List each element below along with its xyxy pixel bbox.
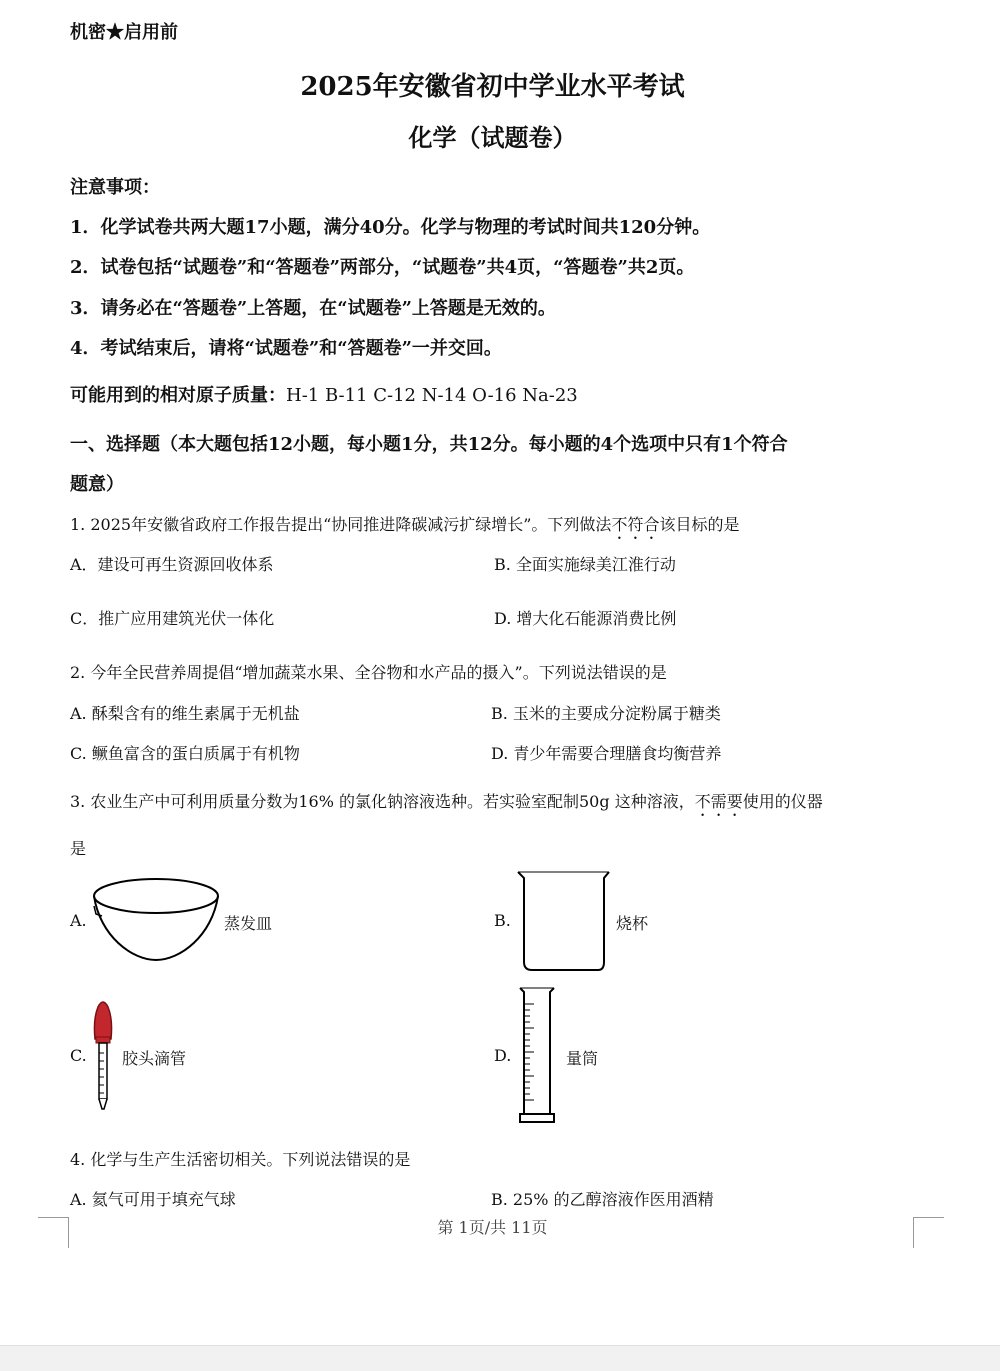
emphasis-text: 不符合 (611, 515, 660, 534)
question-3-option-a-label: 蒸发皿 (224, 914, 273, 933)
viewer-bottom-bar (0, 1345, 1000, 1371)
graduated-cylinder-icon (518, 986, 558, 1126)
note-item: 3．请务必在“答题卷”上答题，在“试题卷”上答题是无效的。 (70, 298, 556, 319)
note-item: 1．化学试卷共两大题17小题，满分40分。化学与物理的考试时间共120分钟。 (70, 217, 711, 238)
question-1-stem: 1. 2025年安徽省政府工作报告提出“协同推进降碳减污扩绿增长”。下列做法不符合该目标的是 (70, 515, 740, 534)
question-3-option-b-letter: B. (494, 911, 511, 930)
note-item: 4．考试结束后，请将“试题卷”和“答题卷”一并交回。 (70, 338, 502, 359)
question-3-option-c-letter: C. (70, 1046, 87, 1065)
question-3-option-b-label: 烧杯 (616, 914, 649, 933)
question-1-option-a: A．建设可再生资源回收体系 (70, 555, 274, 574)
note-item: 2．试卷包括“试题卷”和“答题卷”两部分，“试题卷”共4页，“答题卷”共2页。 (70, 257, 695, 278)
atomic-masses-label: 可能用到的相对原子质量： (70, 385, 286, 406)
emphasis-text: 不需要 (694, 792, 743, 811)
page-footer: 第 1页/共 11页 (437, 1218, 548, 1237)
beaker-icon (516, 870, 611, 972)
question-2-option-c: C. 鳜鱼富含的蛋白质属于有机物 (70, 744, 300, 763)
question-4-option-b: B. 25% 的乙醇溶液作医用酒精 (491, 1190, 714, 1209)
exam-title: 2025年安徽省初中学业水平考试 (300, 72, 685, 102)
confidential-label: 机密★启用前 (70, 22, 178, 43)
question-3-option-d-label: 量筒 (566, 1049, 599, 1068)
section-heading-cont: 题意） (70, 474, 124, 495)
question-2-stem: 2. 今年全民营养周提倡“增加蔬菜水果、全谷物和水产品的摄入”。下列说法错误的是 (70, 663, 667, 682)
question-1-option-c: C．推广应用建筑光伏一体化 (70, 609, 275, 628)
dropper-icon (90, 999, 116, 1111)
question-4-option-a: A. 氦气可用于填充气球 (70, 1190, 236, 1209)
question-3-stem: 3. 农业生产中可利用质量分数为16% 的氯化钠溶液选种。若实验室配制50g 这种溶液，不需要使用的仪器 (70, 792, 823, 811)
atomic-masses-values: H-1 B-11 C-12 N-14 O-16 Na-23 (286, 385, 578, 406)
question-3-stem-cont: 是 (70, 839, 87, 858)
question-2-option-d: D. 青少年需要合理膳食均衡营养 (491, 744, 722, 763)
question-1-option-b: B. 全面实施绿美江淮行动 (494, 555, 676, 574)
question-3-option-c-label: 胶头滴管 (122, 1049, 187, 1068)
notes-heading: 注意事项： (70, 177, 160, 198)
question-3-option-d-letter: D. (494, 1046, 512, 1065)
question-4-stem: 4. 化学与生产生活密切相关。下列说法错误的是 (70, 1150, 411, 1169)
question-1-option-d: D. 增大化石能源消费比例 (494, 609, 677, 628)
atomic-masses (70, 381, 578, 407)
exam-subtitle: 化学（试题卷） (408, 123, 577, 152)
evaporating-dish-icon (92, 876, 220, 962)
question-2-option-a: A. 酥梨含有的维生素属于无机盐 (70, 704, 300, 723)
section-heading: 一、选择题（本大题包括12小题，每小题1分，共12分。每小题的4个选项中只有1个符合 (70, 434, 788, 455)
question-3-option-a-letter: A. (70, 911, 87, 930)
question-2-option-b: B. 玉米的主要成分淀粉属于糖类 (491, 704, 721, 723)
